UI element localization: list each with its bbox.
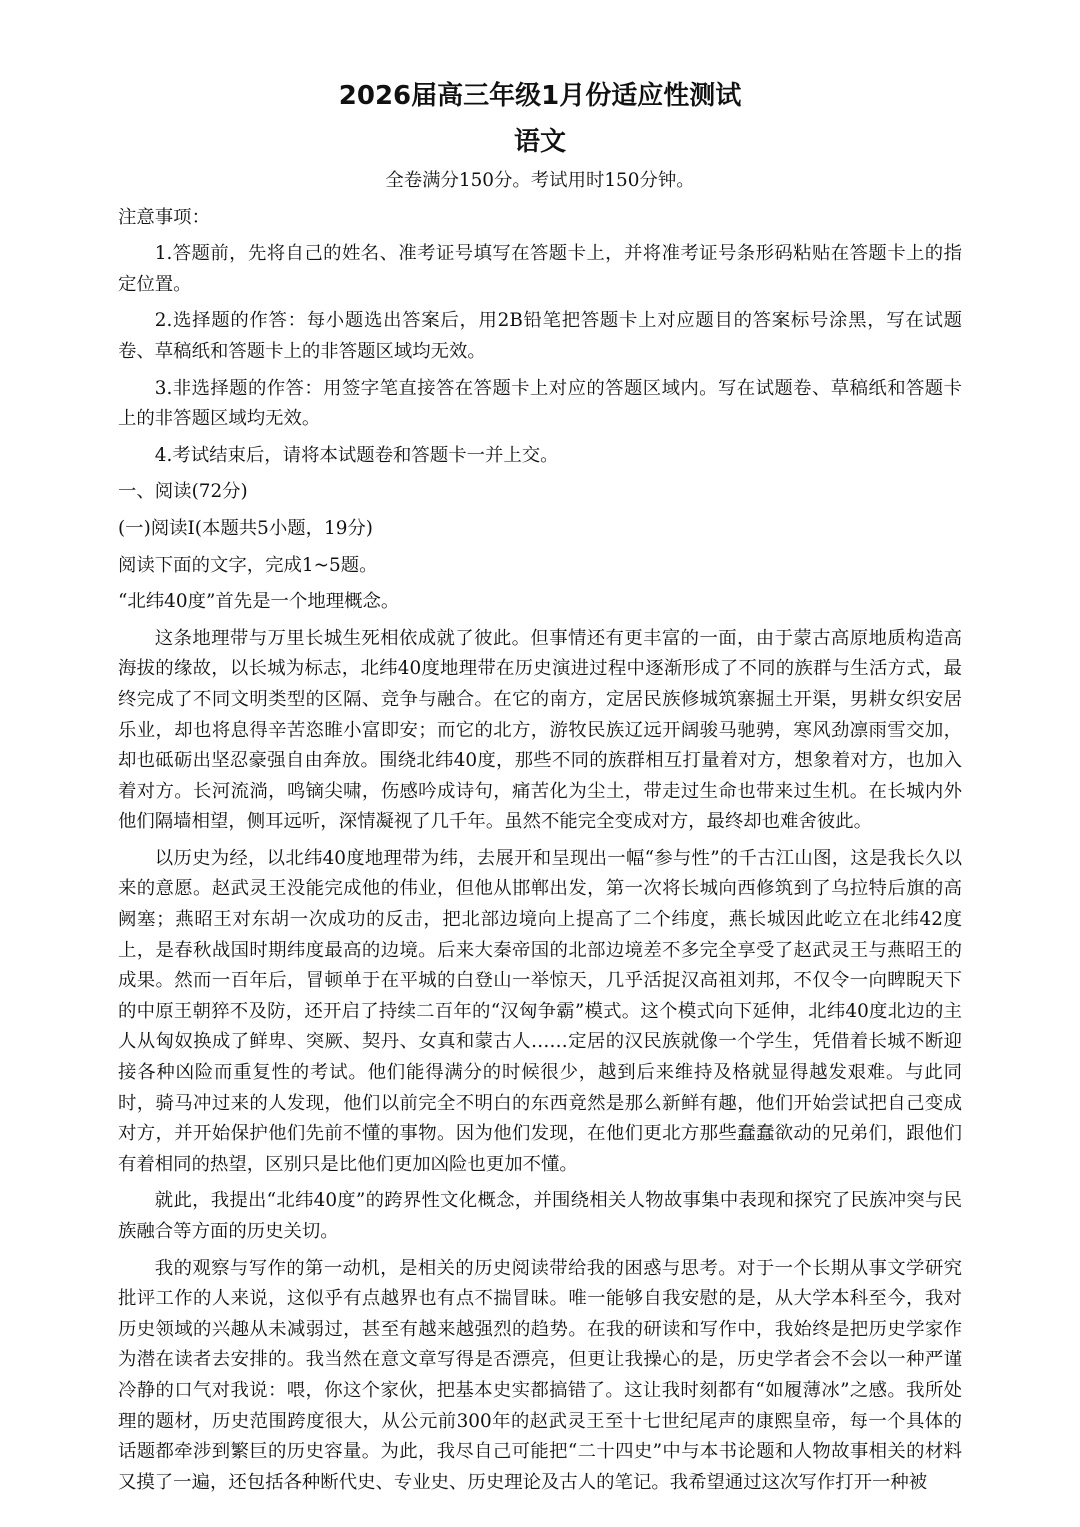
subject-title: 语文 xyxy=(513,127,566,157)
exam-title: 2026届高三年级1月份适应性测试 xyxy=(338,81,742,111)
section-subheading: (一)阅读Ⅰ(本题共5小题，19分) xyxy=(118,517,373,539)
passage-paragraph: 这条地理带与万里长城生死相依成就了彼此。但事情还有更丰富的一面，由于蒙古高原地质构造高海拔的缘故，以长城为标志，北纬40度地理带在历史演进过程中逐渐形成了不同的族群与生活方式，最终完成了不同文明类型的区隔、竞争与融合。在它的南方，定居民族修城筑寨掘土开渠，男耕女织安居乐业，却也将息得辛苦恣睢小富即安；而它的北方，游牧民族辽远开阔骏马驰骋，寒风劲凛雨雪交加，却也砥砺出坚忍豪强自由奔放。围绕北纬40度，那些不同的族群相互打量着对方，想象着对方，也加入着对方。长河流淌，鸣镝尖啸，伤感吟成诗句，痛苦化为尘土，带走过生命也带来过生机。在长城内外他们隔墙相望，侧耳远听，深情凝视了几千年。虽然不能完全变成对方，最终却也难舍彼此。 xyxy=(118,627,962,833)
reading-instruction: 阅读下面的文字，完成1~5题。 xyxy=(118,554,378,576)
note-item: 3.非选择题的作答：用签字笔直接答在答题卡上对应的答题区域内。写在试题卷、草稿纸和答题卡上的非答题区域均无效。 xyxy=(118,377,962,430)
passage-paragraph: 以历史为经，以北纬40度地理带为纬，去展开和呈现出一幅“参与性”的千古江山图，这是我长久以来的意愿。赵武灵王没能完成他的伟业，但他从邯郸出发，第一次将长城向西修筑到了乌拉特后旗的高阙塞；燕昭王对东胡一次成功的反击，把北部边境向上提高了二个纬度，燕长城因此屹立在北纬42度上，是春秋战国时期纬度最高的边境。后来大秦帝国的北部边境差不多完全享受了赵武灵王与燕昭王的成果。然而一百年后，冒顿单于在平城的白登山一举惊天，几乎活捉汉高祖刘邦，不仅令一向睥睨天下的中原王朝猝不及防，还开启了持续二百年的“汉匈争霸”模式。这个模式向下延伸，北纬40度北边的主人从匈奴换成了鲜卑、突厥、契丹、女真和蒙古人……定居的汉民族就像一个学生，凭借着长城不断迎接各种凶险而重复性的考试。他们能得满分的时候很少，越到后来维持及格就显得越发艰难。与此同时，骑马冲过来的人发现，他们以前完全不明白的东西竟然是那么新鲜有趣，他们开始尝试把自己变成对方，并开始保护他们先前不懂的事物。因为他们发现，在他们更北方那些蠢蠢欲动的兄弟们，跟他们有着相同的热望，区别只是比他们更加凶险也更加不懂。 xyxy=(118,847,962,1175)
note-item: 2.选择题的作答：每小题选出答案后，用2B铅笔把答题卡上对应题目的答案标号涂黑，写在试题卷、草稿纸和答题卡上的非答题区域均无效。 xyxy=(118,310,962,362)
note-item: 1.答题前，先将自己的姓名、准考证号填写在答题卡上，并将准考证号条形码粘贴在答题卡上的指定位置。 xyxy=(118,243,962,295)
note-item: 4.考试结束后，请将本试题卷和答题卡一并上交。 xyxy=(154,444,559,466)
passage-lead: “北纬40度”首先是一个地理概念。 xyxy=(118,591,400,613)
score-line: 全卷满分150分。考试用时150分钟。 xyxy=(385,170,695,191)
passage-paragraph: 就此，我提出“北纬40度”的跨界性文化概念，并围绕相关人物故事集中表现和探究了民族冲突与民族融合等方面的历史关切。 xyxy=(118,1190,962,1242)
passage-paragraph: 我的观察与写作的第一动机，是相关的历史阅读带给我的困惑与思考。对于一个长期从事文学研究批评工作的人来说，这似乎有点越界也有点不揣冒昧。唯一能够自我安慰的是，从大学本科至今，我对历史领域的兴趣从未减弱过，甚至有越来越强烈的趋势。在我的研读和写作中，我始终是把历史学家作为潜在读者去安排的。我当然在意文章写得是否漂亮，但更让我操心的是，历史学者会不会以一种严谨冷静的口气对我说：喂，你这个家伙，把基本史实都搞错了。这让我时刻都有“如履薄冰”之感。我所处理的题材，历史范围跨度很大，从公元前300年的赵武灵王至十七世纪尾声的康熙皇帝，每一个具体的话题都牵涉到繁巨的历史容量。为此，我尽自己可能把“二十四史”中与本书论题和人物故事相关的材料又摸了一遍，还包括各种断代史、专业史、历史理论及古人的笔记。我希望通过这次写作打开一种被 xyxy=(118,1257,962,1493)
section-heading: 一、阅读(72分) xyxy=(118,481,248,503)
notes-heading: 注意事项： xyxy=(118,206,210,228)
